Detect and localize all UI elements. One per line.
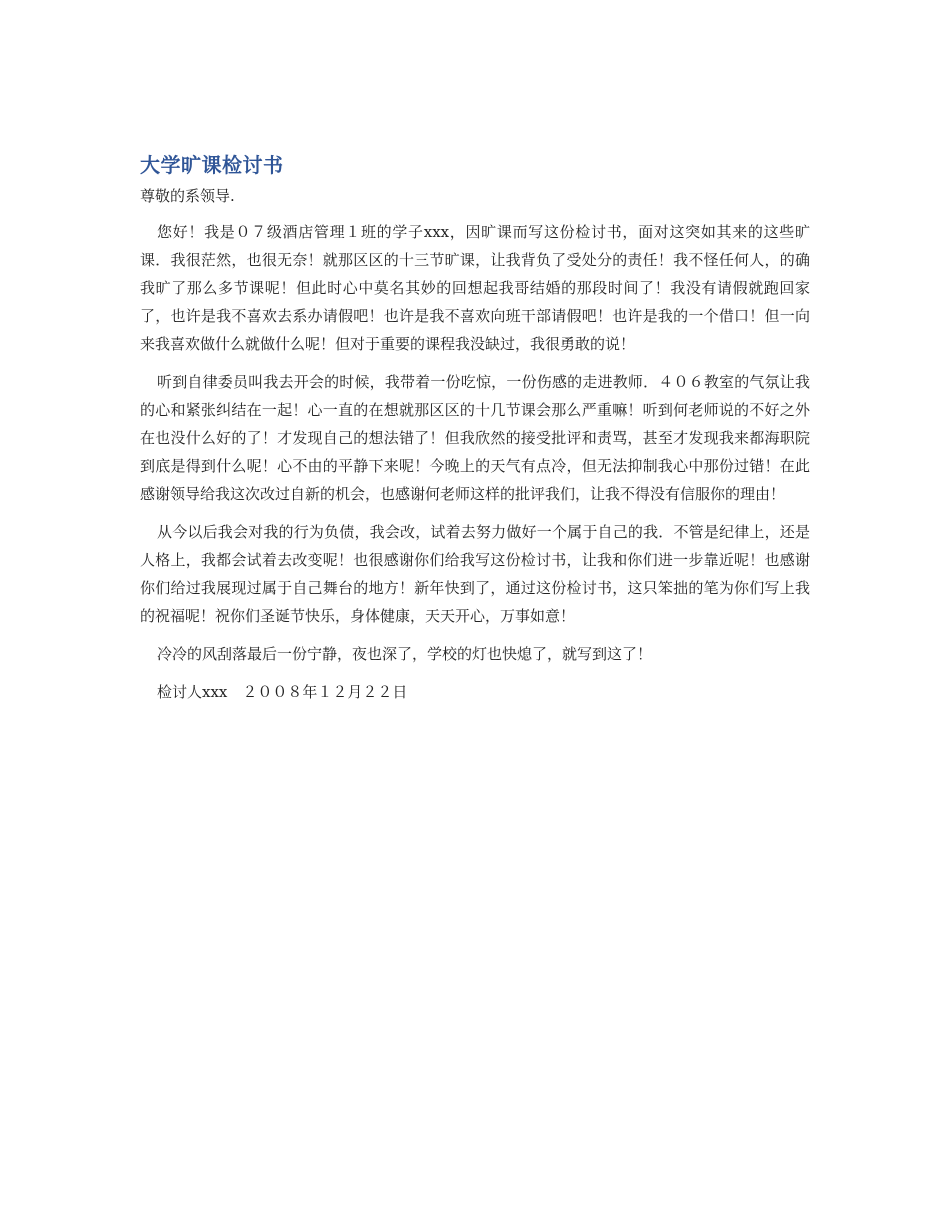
paragraph-3: 从今以后我会对我的行为负债，我会改，试着去努力做好一个属于自己的我．不管是纪律上，还是人格上，我都会试着去改变呢！也很感谢你们给我写这份检讨书，让我和你们进一步靠近呢！也感谢你们给过我展现过属于自己舞台的地方！新年快到了，通过这份检讨书，这只笨拙的笔为你们写上我的祝福呢！祝你们圣诞节快乐，身体健康，天天开心，万事如意！ bbox=[140, 523, 810, 625]
paragraph-4: 冷冷的风刮落最后一份宁静，夜也深了，学校的灯也快熄了，就写到这了！ bbox=[157, 645, 653, 663]
salutation: 尊敬的系领导. bbox=[140, 187, 235, 205]
paragraph-2: 听到自律委员叫我去开会的时候，我带着一份吃惊，一份伤感的走进教师．４０６教室的气氛让我的心和紧张纠结在一起！心一直的在想就那区区的十几节课会那么严重嘛！听到何老师说的不好之外在也没什么好的了！才发现自己的想法错了！但我欣然的接受批评和责骂，甚至才发现我来都海职院到底是得到什么呢！心不由的平静下来呢！今晚上的天气有点冷，但无法抑制我心中那份过错！在此感谢领导给我这次改过自新的机会，也感谢何老师这样的批评我们，让我不得没有信服你的理由！ bbox=[140, 373, 810, 503]
signature-line: 检讨人xxx ２００８年１２月２２日 bbox=[157, 683, 408, 701]
document-page bbox=[140, 150, 810, 706]
document-title: 大学旷课检讨书 bbox=[140, 153, 284, 177]
paragraph-1: 您好！我是０７级酒店管理１班的学子xxx，因旷课而写这份检讨书，面对这突如其来的这些旷课．我很茫然，也很无奈！就那区区的十三节旷课，让我背负了受处分的责任！我不怪任何人，的确我旷了那么多节课呢！但此时心中莫名其妙的回想起我哥结婚的那段时间了！我没有请假就跑回家了，也许是我不喜欢去系办请假吧！也许是我不喜欢向班干部请假吧！也许是我的一个借口！但一向来我喜欢做什么就做什么呢！但对于重要的课程我没缺过，我很勇敢的说！ bbox=[140, 223, 810, 353]
